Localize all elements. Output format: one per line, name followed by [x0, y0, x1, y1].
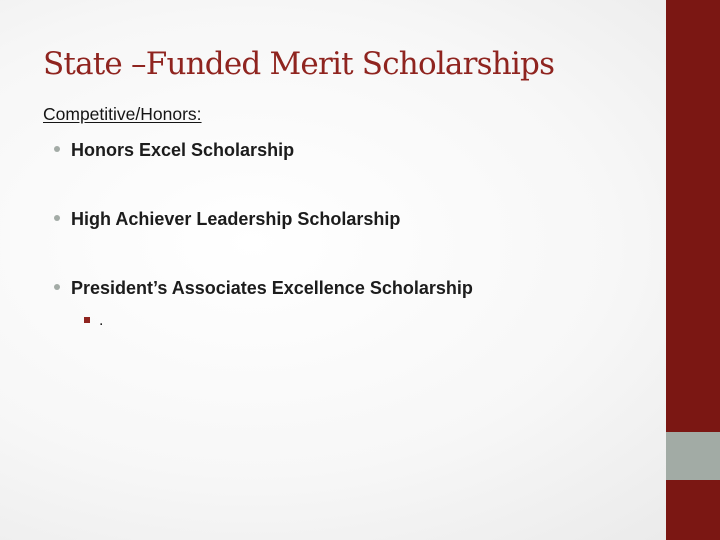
bullet-text: President’s Associates Excellence Scholarship — [71, 278, 473, 298]
slide-title: State –Funded Merit Scholarships — [43, 46, 555, 82]
sidebar-accent-top — [666, 0, 720, 432]
sidebar-accent-bottom — [666, 480, 720, 540]
sub-bullet-item — [84, 312, 103, 330]
sub-bullet-square-icon — [84, 317, 90, 323]
bullet-text: High Achiever Leadership Scholarship — [71, 209, 401, 229]
bullet-item — [54, 140, 294, 161]
sub-bullet-text: . — [99, 312, 104, 329]
bullet-dot-icon — [54, 215, 60, 221]
bullet-item — [54, 209, 400, 230]
sidebar-accent-gray — [666, 432, 720, 480]
section-subheading: Competitive/Honors: — [43, 104, 202, 124]
bullet-dot-icon — [54, 146, 60, 152]
bullet-item — [54, 278, 473, 299]
bullet-dot-icon — [54, 284, 60, 290]
bullet-text: Honors Excel Scholarship — [71, 140, 295, 160]
